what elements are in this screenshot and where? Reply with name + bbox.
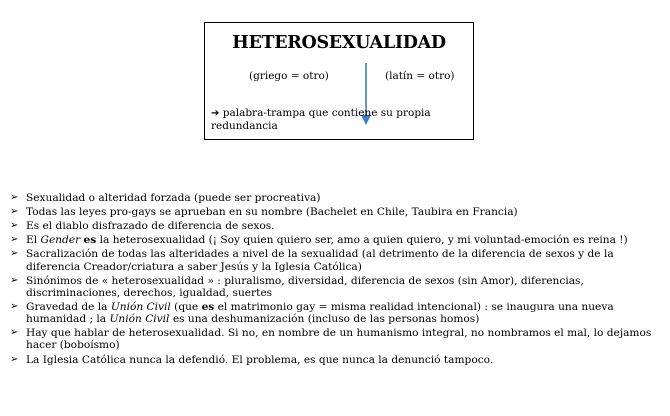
list-item bbox=[10, 301, 666, 325]
box-title: HETEROSEXUALIDAD bbox=[232, 33, 446, 53]
list-item-text: es bbox=[83, 234, 97, 247]
arrowhead-bullet-icon: ➢ bbox=[10, 353, 19, 365]
list-item-text: el matrimonio gay = misma realidad intencional) : se inaugura una nueva humanidad ; la bbox=[26, 300, 614, 326]
list-item-text: La Iglesia Católica nunca la defendió. El problema, es que nunca la denunció tampoco. bbox=[26, 353, 494, 366]
list-item bbox=[10, 354, 666, 366]
arrowhead-bullet-icon: ➢ bbox=[10, 274, 19, 286]
arrowhead-bullet-icon: ➢ bbox=[10, 300, 19, 312]
list-item-text: Sexualidad o alteridad forzada (puede ser procreativa) bbox=[26, 192, 321, 204]
arrowhead-bullet-icon: ➢ bbox=[10, 248, 19, 260]
list-item bbox=[10, 220, 666, 232]
arrowhead-bullet-icon: ➢ bbox=[10, 192, 19, 203]
list-item-text: es bbox=[201, 300, 215, 313]
list-item-text: (que bbox=[170, 300, 202, 313]
list-item-text: Es el diablo disfrazado de diferencia de sexos. bbox=[26, 220, 275, 233]
list-item-text: Gravedad de la bbox=[26, 300, 111, 313]
box-note-text: palabra-trampa que contiene su propia redundancia bbox=[211, 107, 431, 132]
arrowhead-bullet-icon: ➢ bbox=[10, 327, 19, 339]
list-item bbox=[10, 206, 666, 218]
list-item-text: Hay que hablar de heterosexualidad. Si no, en nombre de un humanismo integral, no nombramos el mal, lo dejamos hacer (boboísmo) bbox=[26, 327, 652, 352]
list-item-text: es una deshumanización (incluso de las personas homos) bbox=[169, 313, 480, 326]
arrowhead-bullet-icon: ➢ bbox=[10, 206, 19, 218]
list-item-text: Sacralización de todas las alteridades a nivel de la sexualidad (al detrimento de la diferencia de sexos y de la diferencia Creador/criatura a saber Jesús y la Iglesia Católica) bbox=[26, 248, 614, 273]
list-item bbox=[10, 248, 666, 272]
bullet-list bbox=[10, 192, 666, 368]
definition-box bbox=[204, 22, 474, 140]
box-note bbox=[211, 107, 469, 132]
list-item-text: la heterosexualidad (¡ Soy quien quiero ser, amo a quien quiero, y mi voluntad-emoción es reina !) bbox=[96, 234, 628, 247]
list-item bbox=[10, 275, 666, 299]
right-arrow-icon: ➔ bbox=[211, 108, 220, 119]
latin-etymology: (latín = otro) bbox=[385, 70, 455, 82]
list-item bbox=[10, 327, 666, 351]
list-item bbox=[10, 192, 666, 204]
list-item-text: El bbox=[26, 234, 41, 247]
list-item-text: Unión Civil bbox=[110, 300, 171, 313]
arrowhead-bullet-icon: ➢ bbox=[10, 220, 19, 232]
list-item-text: Todas las leyes pro-gays se aprueban en su nombre (Bachelet en Chile, Taubira en Francia) bbox=[26, 206, 518, 219]
list-item-text: Unión Civil bbox=[109, 313, 170, 326]
list-item-text: Sinónimos de « heterosexualidad » : pluralismo, diversidad, diferencia de sexos (sin Amor), diferencias, discriminaciones, derechos, igualdad, suertes bbox=[26, 274, 584, 299]
greek-etymology: (griego = otro) bbox=[249, 70, 329, 82]
list-item-text: Gender bbox=[40, 234, 81, 247]
list-item bbox=[10, 234, 666, 246]
arrowhead-bullet-icon: ➢ bbox=[10, 234, 19, 246]
